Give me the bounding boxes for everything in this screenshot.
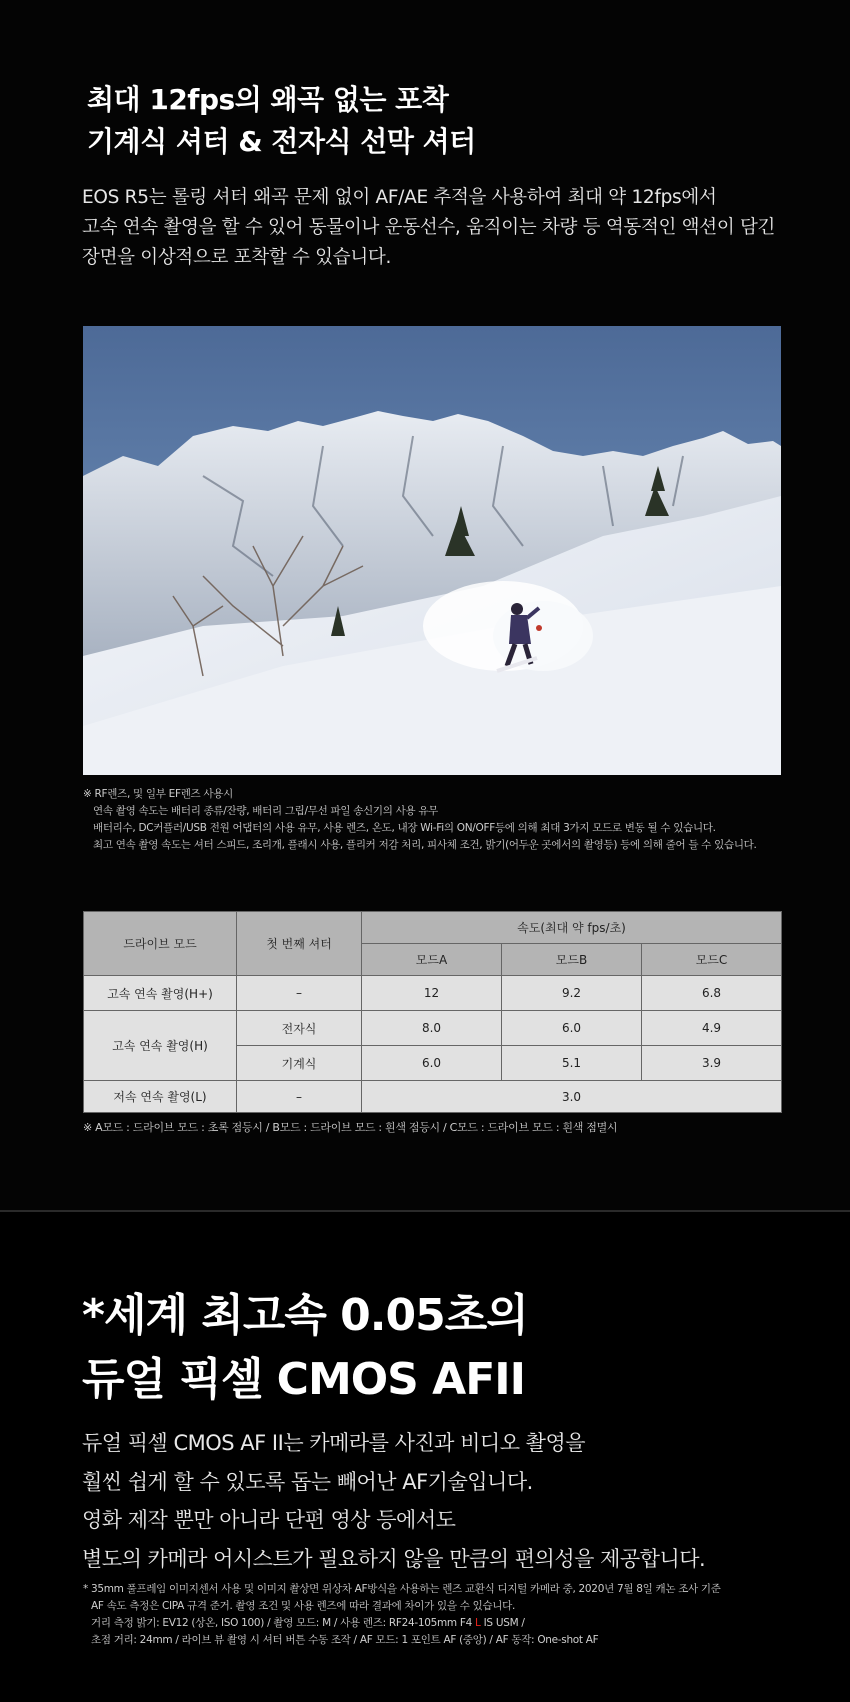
- cell-value: 12: [362, 976, 502, 1011]
- drive-mode-table: [83, 911, 782, 1113]
- note-line: ※ RF렌즈, 및 일부 EF렌즈 사용시: [83, 788, 233, 800]
- header-mode-a: 모드A: [362, 944, 502, 976]
- cell-value: 3.9: [642, 1046, 782, 1081]
- foot-text: IS USM /: [480, 1617, 525, 1629]
- cell-value: 5.1: [502, 1046, 642, 1081]
- header-mode-c: 모드C: [642, 944, 782, 976]
- photo-footnotes: [83, 786, 783, 854]
- note-line: 최고 연속 촬영 속도는 셔터 스피드, 조리개, 플래시 사용, 플리커 저감 처리, 피사체 조건, 밝기(어두운 곳에서의 촬영등) 등에 의해 줄어 들 수 있습니다.: [93, 839, 757, 851]
- body-line: 듀얼 픽셀 CMOS AF II는 카메라를 사진과 비디오 촬영을: [82, 1431, 586, 1455]
- section2-title-line1: *세계 최고속 0.05초의: [82, 1290, 528, 1341]
- cell-value: 8.0: [362, 1011, 502, 1046]
- header-drive-mode: 드라이브 모드: [84, 912, 237, 976]
- lead-line: EOS R5는 롤링 셔터 왜곡 문제 없이 AF/AE 추적을 사용하여 최대 약 12fps에서: [82, 187, 717, 208]
- cell-value: 3.0: [362, 1081, 782, 1113]
- header-speed: 속도(최대 약 fps/초): [362, 912, 782, 944]
- section2-footnotes: [83, 1581, 823, 1649]
- header-mode-b: 모드B: [502, 944, 642, 976]
- section2-body: [82, 1424, 842, 1578]
- cell-shutter: 기계식: [237, 1046, 362, 1081]
- header-first-shutter: 첫 번째 셔터: [237, 912, 362, 976]
- cell-value: 6.0: [362, 1046, 502, 1081]
- section1-title-line1: 최대 12fps의 왜곡 없는 포착: [87, 83, 449, 116]
- l-lens-mark: L: [475, 1617, 481, 1629]
- cell-shutter: –: [237, 1081, 362, 1113]
- foot-line: * 35mm 풀프레임 이미지센서 사용 및 이미지 촬상면 위상차 AF방식을 사용하는 렌즈 교환식 디지털 카메라 중, 2020년 7월 8일 캐논 조사 기준: [83, 1583, 721, 1595]
- cell-value: 9.2: [502, 976, 642, 1011]
- section1-title-line2: 기계식 셔터 & 전자식 선막 셔터: [87, 125, 476, 158]
- row-label: 고속 연속 촬영(H+): [84, 976, 237, 1011]
- note-line: 연속 촬영 속도는 배터리 종류/잔량, 배터리 그립/무선 파일 송신기의 사용 유무: [93, 805, 439, 817]
- snowboarder-photo: [83, 326, 781, 775]
- cell-value: 6.8: [642, 976, 782, 1011]
- cell-value: 4.9: [642, 1011, 782, 1046]
- foot-line: [83, 1615, 823, 1632]
- foot-line: AF 속도 측정은 CIPA 규격 준거. 촬영 조건 및 사용 렌즈에 따라 결과에 차이가 있을 수 있습니다.: [91, 1600, 516, 1612]
- foot-line: 초점 거리: 24mm / 라이브 뷰 촬영 시 셔터 버튼 수동 조작 / AF 모드: 1 포인트 AF (중앙) / AF 동작: One-shot AF: [91, 1634, 599, 1646]
- body-line: 별도의 카메라 어시스트가 필요하지 않을 만큼의 편의성을 제공합니다.: [82, 1546, 706, 1571]
- section-divider: [0, 1210, 850, 1212]
- foot-text: 거리 측정 밝기: EV12 (상온, ISO 100) / 촬영 모드: M / 사용 렌즈: RF24-105mm F4: [91, 1617, 476, 1629]
- row-label: 저속 연속 촬영(L): [84, 1081, 237, 1113]
- body-line: 훨씬 쉽게 할 수 있도록 돕는 빼어난 AF기술입니다.: [82, 1469, 533, 1494]
- cell-shutter: –: [237, 976, 362, 1011]
- body-line: 영화 제작 뿐만 아니라 단편 영상 등에서도: [82, 1508, 456, 1532]
- lead-line: 장면을 이상적으로 포착할 수 있습니다.: [82, 247, 392, 268]
- table-footnote: ※ A모드 : 드라이브 모드 : 초록 점등시 / B모드 : 드라이브 모드 : 흰색 점등시 / C모드 : 드라이브 모드 : 흰색 점멸시: [83, 1121, 618, 1134]
- lead-line: 고속 연속 촬영을 할 수 있어 동물이나 운동선수, 움직이는 차량 등 역동적인 액션이 담긴: [82, 217, 776, 238]
- section1-lead: [82, 183, 782, 273]
- cell-value: 6.0: [502, 1011, 642, 1046]
- row-label: 고속 연속 촬영(H): [84, 1011, 237, 1081]
- cell-shutter: 전자식: [237, 1011, 362, 1046]
- note-line: 배터리수, DC커플러/USB 전원 어댑터의 사용 유무, 사용 렌즈, 온도, 내장 Wi-Fi의 ON/OFF등에 의해 최대 3가지 모드로 변동 될 수 있습니다.: [93, 822, 716, 834]
- section2-title-line2: 듀얼 픽셀 CMOS AFII: [82, 1354, 525, 1405]
